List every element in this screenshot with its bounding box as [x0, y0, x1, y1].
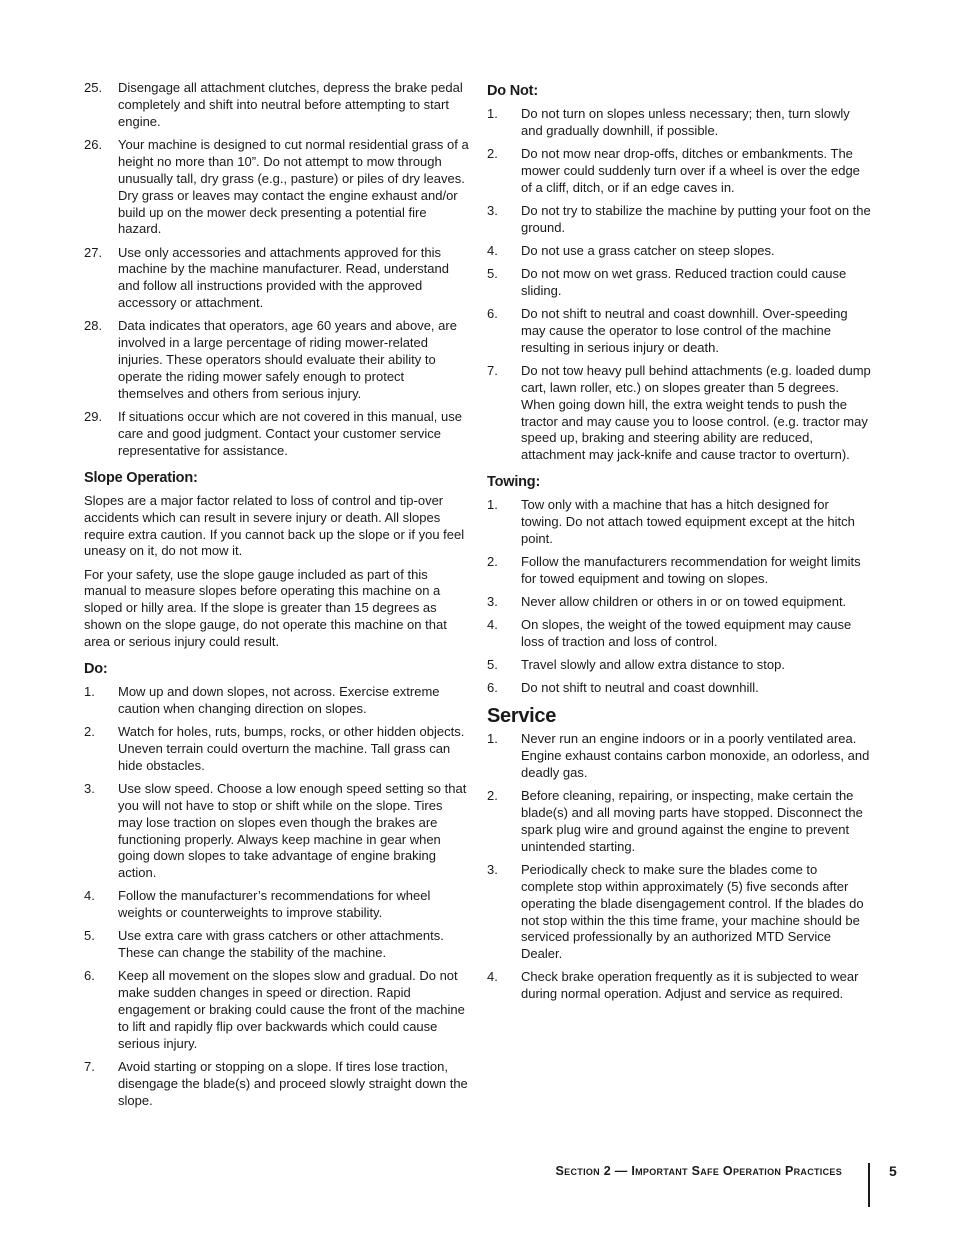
item-number: 2.	[487, 787, 498, 803]
item-number: 28.	[84, 318, 103, 334]
item-number: 2.	[84, 723, 95, 739]
list-item	[487, 306, 873, 357]
item-text: Use slow speed. Choose a low enough speed setting so that you will not have to stop or shift while on the slope. Tires may lose traction on slopes even though the brakes are functioning properly. Always keep machine in gear when going down slopes to take advantage of engine braking action.	[118, 780, 467, 881]
do-not-list	[487, 106, 873, 464]
list-item	[84, 888, 470, 922]
list-item	[487, 594, 873, 611]
item-number: 27.	[84, 244, 103, 260]
service-heading: Service	[487, 705, 557, 728]
item-text: Mow up and down slopes, not across. Exercise extreme caution when changing direction on slopes.	[118, 683, 440, 716]
do-not-heading: Do Not:	[487, 83, 538, 99]
item-text: Disengage all attachment clutches, depress the brake pedal completely and shift into neutral before attempting to start engine.	[118, 80, 463, 129]
item-number: 5.	[84, 928, 95, 944]
item-text: Watch for holes, ruts, bumps, rocks, or other hidden objects. Uneven terrain could overturn the machine. Tall grass can hide obstacles.	[118, 723, 465, 773]
item-number: 1.	[487, 105, 498, 121]
footer-divider	[868, 1163, 870, 1207]
list-item	[84, 1059, 470, 1110]
item-text: Travel slowly and allow extra distance to stop.	[521, 657, 785, 673]
item-text: Never allow children or others in or on towed equipment.	[521, 594, 847, 610]
intro-list	[84, 80, 470, 460]
item-number: 6.	[487, 305, 498, 321]
item-number: 3.	[487, 202, 498, 218]
list-item	[487, 862, 873, 963]
item-number: 2.	[487, 145, 498, 161]
list-item	[487, 497, 873, 548]
item-text: Avoid starting or stopping on a slope. If tires lose traction, disengage the blade(s) and proceed slowly straight down the slope.	[118, 1059, 468, 1108]
slope-paragraph: For your safety, use the slope gauge included as part of this manual to measure slopes before operating this machine on a sloped or hilly area. If the slope is greater than 15 degrees as shown on the slope gauge, do not operate this machine on that area or serious injury could result.	[84, 566, 447, 650]
list-item	[487, 243, 873, 260]
list-item	[487, 969, 873, 1003]
list-item	[84, 137, 470, 238]
list-item	[487, 363, 873, 464]
item-number: 1.	[84, 683, 95, 699]
item-text: Use only accessories and attachments approved for this machine by the machine manufacturer. Read, understand and follow all instructions provided with the approved accessory or attachment.	[118, 244, 449, 311]
item-text: On slopes, the weight of the towed equipment may cause loss of traction and loss of control.	[521, 617, 852, 650]
page-number: 5	[889, 1163, 897, 1179]
item-text: Never run an engine indoors or in a poorly ventilated area. Engine exhaust contains carbon monoxide, an odorless, and deadly gas.	[521, 731, 870, 780]
item-text: Follow the manufacturer’s recommendations for wheel weights or counterweights to improve stability.	[118, 888, 431, 921]
right-column	[487, 80, 873, 1009]
list-item	[487, 731, 873, 782]
slope-paragraph: Slopes are a major factor related to loss of control and tip-over accidents which can result in severe injury or death. All slopes require extra caution. If you cannot back up the slope or if you feel uneasy on it, do not mow it.	[84, 492, 465, 559]
list-item	[84, 409, 470, 460]
list-item	[84, 684, 470, 718]
list-item	[84, 318, 470, 403]
item-number: 26.	[84, 136, 103, 152]
list-item	[487, 266, 873, 300]
item-number: 2.	[487, 554, 498, 570]
list-item	[84, 968, 470, 1053]
slope-operation-heading: Slope Operation:	[84, 469, 198, 486]
list-item	[84, 781, 470, 882]
item-text: Do not turn on slopes unless necessary; then, turn slowly and gradually downhill, if possible.	[521, 105, 850, 138]
towing-list	[487, 497, 873, 697]
item-number: 3.	[487, 594, 498, 610]
item-text: Use extra care with grass catchers or other attachments. These can change the stability of the machine.	[118, 928, 444, 961]
item-text: If situations occur which are not covered in this manual, use care and good judgment. Contact your customer service representative for assistance.	[118, 409, 462, 458]
item-text: Do not tow heavy pull behind attachments (e.g. loaded dump cart, lawn roller, etc.) on slopes greater than 5 degrees. When going down hill, the extra weight tends to push the tractor and may cause you to loose control. (e.g. tractor may speed up, braking and steering ability are reduced, attachment may jack-knife and cause tractor to overturn).	[521, 362, 871, 463]
item-number: 29.	[84, 409, 103, 425]
item-number: 25.	[84, 80, 103, 95]
list-item	[487, 203, 873, 237]
item-text: Do not shift to neutral and coast downhill. Over-speeding may cause the operator to lose control of the machine resulting in serious injury or death.	[521, 305, 848, 355]
list-item	[487, 788, 873, 856]
left-column	[84, 80, 470, 1116]
list-item	[84, 928, 470, 962]
section-title: Section 2 — Important Safe Operation Practices	[555, 1164, 842, 1178]
list-item	[84, 80, 470, 131]
item-number: 7.	[84, 1059, 95, 1075]
list-item	[487, 106, 873, 140]
item-text: Tow only with a machine that has a hitch designed for towing. Do not attach towed equipment except at the hitch point.	[521, 497, 855, 546]
list-item	[487, 554, 873, 588]
item-number: 4.	[84, 888, 95, 904]
item-text: Do not shift to neutral and coast downhill.	[521, 680, 759, 696]
list-item	[487, 617, 873, 651]
item-text: Do not mow on wet grass. Reduced traction could cause sliding.	[521, 265, 847, 298]
item-text: Periodically check to make sure the blades come to complete stop within approximately (5) five seconds after operating the blade disengagement control. If the blades do not stop within the this time frame, your machine should be serviced professionally by an authorized MTD Service Dealer.	[521, 861, 864, 962]
item-number: 4.	[487, 242, 498, 258]
item-text: Do not use a grass catcher on steep slopes.	[521, 242, 775, 258]
item-number: 6.	[84, 968, 95, 984]
item-text: Data indicates that operators, age 60 years and above, are involved in a large percentage of riding mower-related injuries. These operators should evaluate their ability to operate the riding mower safely enough to protect themselves and others from serious injury.	[118, 318, 457, 401]
item-text: Check brake operation frequently as it is subjected to wear during normal operation. Adjust and service as required.	[521, 969, 859, 1002]
item-text: Your machine is designed to cut normal residential grass of a height no more than 10”. Do not attempt to mow through unusually tall, dry grass (e.g., pasture) or piles of dry leaves. Dry grass or leaves may contact the engine exhaust and/or build up on the mower deck presenting a potential fire hazard.	[118, 136, 469, 237]
list-item	[487, 146, 873, 197]
list-item	[84, 724, 470, 775]
item-number: 6.	[487, 680, 498, 696]
item-number: 3.	[487, 861, 498, 877]
service-list	[487, 731, 873, 1003]
list-item	[487, 680, 873, 697]
towing-heading: Towing:	[487, 474, 541, 491]
item-number: 1.	[487, 731, 498, 747]
item-text: Do not try to stabilize the machine by putting your foot on the ground.	[521, 202, 871, 235]
item-number: 1.	[487, 497, 498, 513]
item-text: Follow the manufacturers recommendation for weight limits for towed equipment and towing on slopes.	[521, 554, 861, 586]
item-number: 4.	[487, 969, 498, 985]
item-number: 7.	[487, 362, 498, 378]
do-heading: Do:	[84, 661, 108, 678]
item-number: 5.	[487, 265, 498, 281]
item-number: 5.	[487, 657, 498, 673]
item-text: Keep all movement on the slopes slow and gradual. Do not make sudden changes in speed or direction. Rapid engagement or braking could cause the front of the machine to lift and rapidly flip over backwards which could cause serious injury.	[118, 968, 465, 1052]
page-footer	[0, 1163, 954, 1209]
item-number: 3.	[84, 780, 95, 796]
list-item	[84, 245, 470, 313]
item-text: Do not mow near drop-offs, ditches or embankments. The mower could suddenly turn over if a wheel is over the edge of a cliff, ditch, or if an edge caves in.	[521, 145, 860, 195]
item-number: 4.	[487, 617, 498, 633]
do-list	[84, 684, 470, 1110]
item-text: Before cleaning, repairing, or inspecting, make certain the blade(s) and all moving parts have stopped. Disconnect the spark plug wire and ground against the engine to prevent unintended starting.	[521, 787, 863, 854]
list-item	[487, 657, 873, 674]
